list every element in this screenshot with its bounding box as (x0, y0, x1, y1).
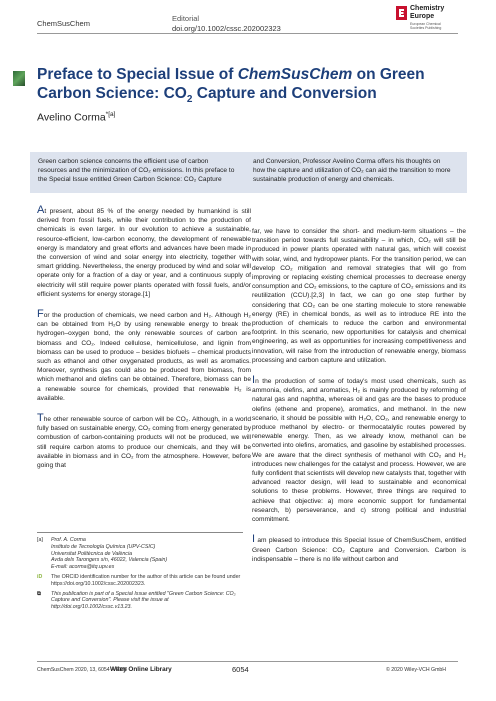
article-title: Preface to Special Issue of ChemSusChem on Green Carbon Science: $CO_2$ Capture and Conversion (37, 66, 425, 106)
wiley-online-library-link[interactable]: Wiley Online Library (110, 666, 172, 673)
paragraph: For the production of chemicals, we need carbon and H₂. Although H₂ can be obtained from H₂O by using renewable energy to break the hydrogen–oxygen bond, the only renewable sources of carbon are biomass and CO₂. Indeed cellulose, hemicellulose, and lignin from biomass can be used to produce – besides biofuels – chemical products such as ethanol and other oxygenated products, as well as aromatics. Moreover, synthesis gas could also be produced from biomass, from which methanol and olefins can be obtained. Therefore, biomass can be a renewable source for chemicals, provided that renewable H₂ is available. (37, 308, 251, 402)
logo-name: Chemistry Europe (410, 5, 445, 20)
special-issue-footnote: ⧉ This publication is part of a Special Issue entitled "Green Carbon Science: CO₂ Capture and Conversion". Please visit the issue at http://doi.org/10.1002/cssc.v13.23. (37, 590, 236, 611)
footer-divider (37, 661, 458, 662)
header-divider (37, 33, 458, 34)
doi-link[interactable]: doi.org/10.1002/cssc.202002323 (172, 24, 281, 33)
section-label: Editorial (172, 14, 200, 23)
chemistry-europe-logo-icon (396, 6, 407, 20)
author-name: Avelino Corma$^{*[a]}$ (37, 111, 116, 124)
footnotes (37, 537, 251, 614)
footnote-divider (37, 532, 243, 533)
paragraph: I am pleased to introduce this Special Issue of ChemSusChem, entitled Green Carbon Science: CO₂ Capture and Conversion. Carbon is indispensable – there is no life without carbon and (252, 533, 466, 563)
body-column-right (252, 226, 466, 575)
copyright: © 2020 Wiley-VCH GmbH (386, 667, 447, 673)
page-number: 6054 (232, 665, 249, 674)
body-column-left (37, 206, 251, 481)
footer-citation: ChemSusChem 2020, 13, 6054 – 6055 (37, 667, 127, 673)
abstract-box (30, 152, 467, 193)
paragraph: At present, about 85 % of the energy needed by humankind is still derived from fossil fuels, while their contribution to the production of chemicals is even larger. In our evolution to achieve a sustainable, resource-efficient, low-carbon economy, the development of renewable energy is mandatory and great efforts and advances have been made in the conversion of wind and solar energy into electricity, together with smart gridding. Nevertheless, the energy produced by wind and solar will operate only for a fraction of a day or year, and a continuous supply of electricity will still require power plants operated with fossil fuels, and/or efficient systems for energy storage.[1] (37, 204, 251, 298)
affiliation-footnote: [a] Prof. A. Corma Instituto de Tecnología Química (UPV-CSIC) Universitat Politècnica de València Avda dels Tarongers s/n, 46022, Valencia (Spain) E-mail: acorma@itq.upv.es (37, 537, 168, 571)
paragraph: far, we have to consider the short- and medium-term situations – the transition period towards full sustainability – in which, CO₂ will still be produced in power plants operated with natural gas, which will coexist with solar, wind, and hydropower plants. For the transition period, we can develop CO₂ mitigation and removal strategies that will go from improving or replacing existing chemical processes to decrease energy consumption and CO₂ emissions, to the capture of CO₂ emissions and its reutilization (CCU).[2,3] In fact, we can go one step further by considering that CO₂ can be one starting molecule to store renewable energy (RE) in chemical bonds, as well as to introduce RE into the production of chemicals to reduce the carbon and environmental footprint. In this scenario, new opportunities for catalysis and chemical engineering, as well as opportunities for increasing competitiveness and innovation, will raise from the introduction of renewable energy, biomass processing and carbon capture and utilization. (252, 228, 466, 364)
paragraph: The other renewable source of carbon will be CO₂. Although, in a world fully based on sustainable energy, CO₂ coming from energy generated by combustion of carbon-containing products will not be produced, we will still require carbon atoms to produce our chemicals, and they will be available in biomass and in CO₂ from the atmosphere. However, before going that (37, 412, 251, 470)
journal-cover-thumbnail (13, 71, 25, 86)
journal-name: ChemSusChem (37, 19, 90, 28)
special-issue-icon: ⧉ (37, 590, 41, 597)
orcid-icon: iD (37, 573, 43, 580)
abstract-right: and Conversion, Professor Avelino Corma offers his thoughts on how the capture and utilization of CO₂ can aid the transition to more sustainable production of energy and chemicals. (253, 158, 451, 184)
publisher-logo (396, 5, 471, 38)
orcid-footnote: iD The ORCID identification number for the author of this article can be found under https://doi.org/10.1002/cssc.202002323. (37, 573, 241, 587)
paragraph: In the production of some of today's most used chemicals, such as ammonia, olefins, and aromatics, H₂ is mainly produced by reforming of natural gas and naphtha, whereas oil and gas are the bases to produce olefins (ethene and propene), aromatics, and methanol. In the new scenario, it should be possible with H₂O, CO₂, and renewable energy to produce methanol by electro- or thermocatalytic routes powered by renewable energy. Then, as we already know, methanol can be converted into olefins, aromatics, and gasoline by established processes. We are aware that the direct synthesis of methanol with CO₂ and H₂ introduces new challenges for the catalyst and process. However, we are fully confident that scientists will develop new catalysts that, together with advanced reactor design, will lead to sustainable and economical solutions to these problems. However, three things are required to achieve that objective: a) more economic support for fundamental research, b) perseverance, and c) strong political and industrial commitment. (252, 374, 466, 524)
abstract-left: Green carbon science concerns the efficient use of carbon resources and the minimization of CO₂ emissions. In this preface to the Special Issue entitled Green Carbon Science: CO₂ Capture (38, 158, 235, 184)
logo-subtitle: European Chemical Societies Publishing (410, 22, 442, 30)
